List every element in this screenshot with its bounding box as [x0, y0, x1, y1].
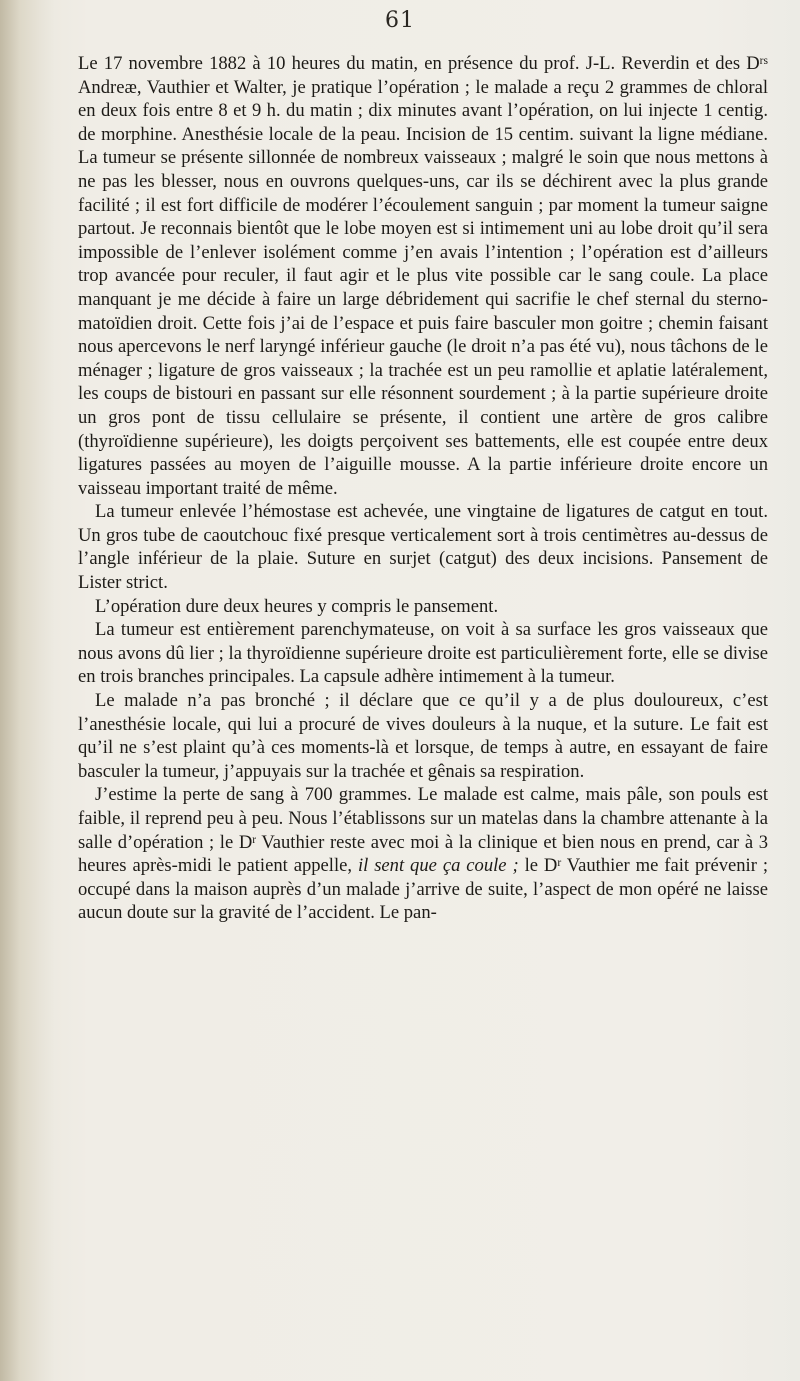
- page-gutter-shadow: [0, 0, 55, 1381]
- italic-text: il sent que ça coule ;: [357, 855, 519, 877]
- text-run: La tumeur est entièrement parenchymateuse, on voit à sa surface les gros vaisseaux que nous avons dû lier ; la thyroïdienne supérieure droite est particulièrement forte, elle se divise en trois branches principales. La capsule adhère intimement à la tumeur.: [78, 619, 768, 688]
- text-run: Le 17 novembre 1882 à 10 heures du matin, en présence du prof. J-L. Reverdin et des D: [78, 53, 760, 74]
- page-number: 61: [385, 8, 415, 33]
- superscript: r: [557, 857, 562, 869]
- superscript: rs: [759, 54, 768, 67]
- text-run: J’estime la perte de sang à 700 grammes. Le malade est calme, mais pâle, son pouls est faible, il reprend peu à peu. Nous l’établissons sur un matelas dans la chambre attenante à la salle d’opération ; le D: [78, 784, 768, 853]
- paragraph: [78, 689, 768, 783]
- paragraph: [78, 618, 768, 689]
- paragraph: [78, 595, 768, 619]
- text-run: Andreæ, Vauthier et Walter, je pratique l’opération ; le malade a reçu 2 grammes de chloral en deux fois entre 8 et 9 h. du matin ; dix minutes avant l’opération, on lui injecte 1 centig. de morphine. Anesthésie locale de la peau. Incision de 15 centim. suivant la ligne médiane. La tumeur se présente sillonnée de nombreux vaisseaux ; malgré le soin que nous mettons à ne pas les blesser, nous en ouvrons quelques-uns, car ils se déchirent avec la plus grande facilité ; il est fort difficile de modérer l’écoulement sanguin ; par moment la tumeur saigne partout. Je reconnais bientôt que le lobe moyen est si intimement uni au lobe droit qu’il sera impossible de l’enlever isolément comme j’en avais l’intention ; l’opération est d’ailleurs trop avancée pour reculer, il faut agir et le plus vite possible car le sang coule. La place manquant je me décide à faire un large débridement qui sacrifie le chef sternal du sterno-matoïdien droit. Cette fois j’ai de l’espace et puis faire basculer mon goitre ; chemin faisant nous apercevons le nerf laryngé inférieur gauche (le droit n’a pas été vu), nous tâchons de le ménager ; ligature de gros vaisseaux ; la trachée est un peu ramollie et aplatie latéralement, les coups de bistouri en passant sur elle résonnent sourdement ; à la partie supérieure droite un gros pont de tissu cellulaire se présente, il contient une artère de gros calibre (thyroïdienne supérieure), les doigts perçoivent ses battements, elle est coupée entre deux ligatures passées au moyen de l’aiguille mousse. A la partie inférieure droite encore un vaisseau important traité de même.: [78, 76, 768, 499]
- text-run: Vauthier reste avec moi à la clinique et bien nous en prend, car à 3 heures après-midi le patient appelle,: [78, 831, 768, 877]
- text-run: le D: [518, 855, 558, 877]
- paragraph: [78, 783, 768, 925]
- text-run: La tumeur enlevée l’hémostase est achevée, une vingtaine de ligatures de catgut en tout. Un gros tube de caoutchouc fixé presque verticalement sort à trois centimètres au-dessus de l’angle inférieur de la plaie. Suture en surjet (catgut) des deux incisions. Pansement de Lister strict.: [78, 501, 768, 594]
- paragraph: [78, 500, 768, 594]
- text-run: Le malade n’a pas bronché ; il déclare que ce qu’il y a de plus douloureux, c’est l’anesthésie locale, qui lui a procuré de vives douleurs à la nuque, et la suture. Le fait est qu’il ne s’est plaint qu’à ces moments-là et lorsque, de temps à autre, en essayant de faire basculer la tumeur, j’appuyais sur la trachée et gênais sa respiration.: [78, 690, 768, 782]
- body-text: [78, 52, 768, 925]
- paragraph: [78, 52, 768, 500]
- superscript: r: [252, 833, 257, 846]
- text-run: Vauthier me fait prévenir ; occupé dans la maison auprès d’un malade j’arrive de suite, l’aspect de mon opéré ne laisse aucun doute sur la gravité de l’accident. Le pan-: [78, 855, 768, 924]
- text-run: L’opération dure deux heures y compris le pansement.: [95, 595, 499, 617]
